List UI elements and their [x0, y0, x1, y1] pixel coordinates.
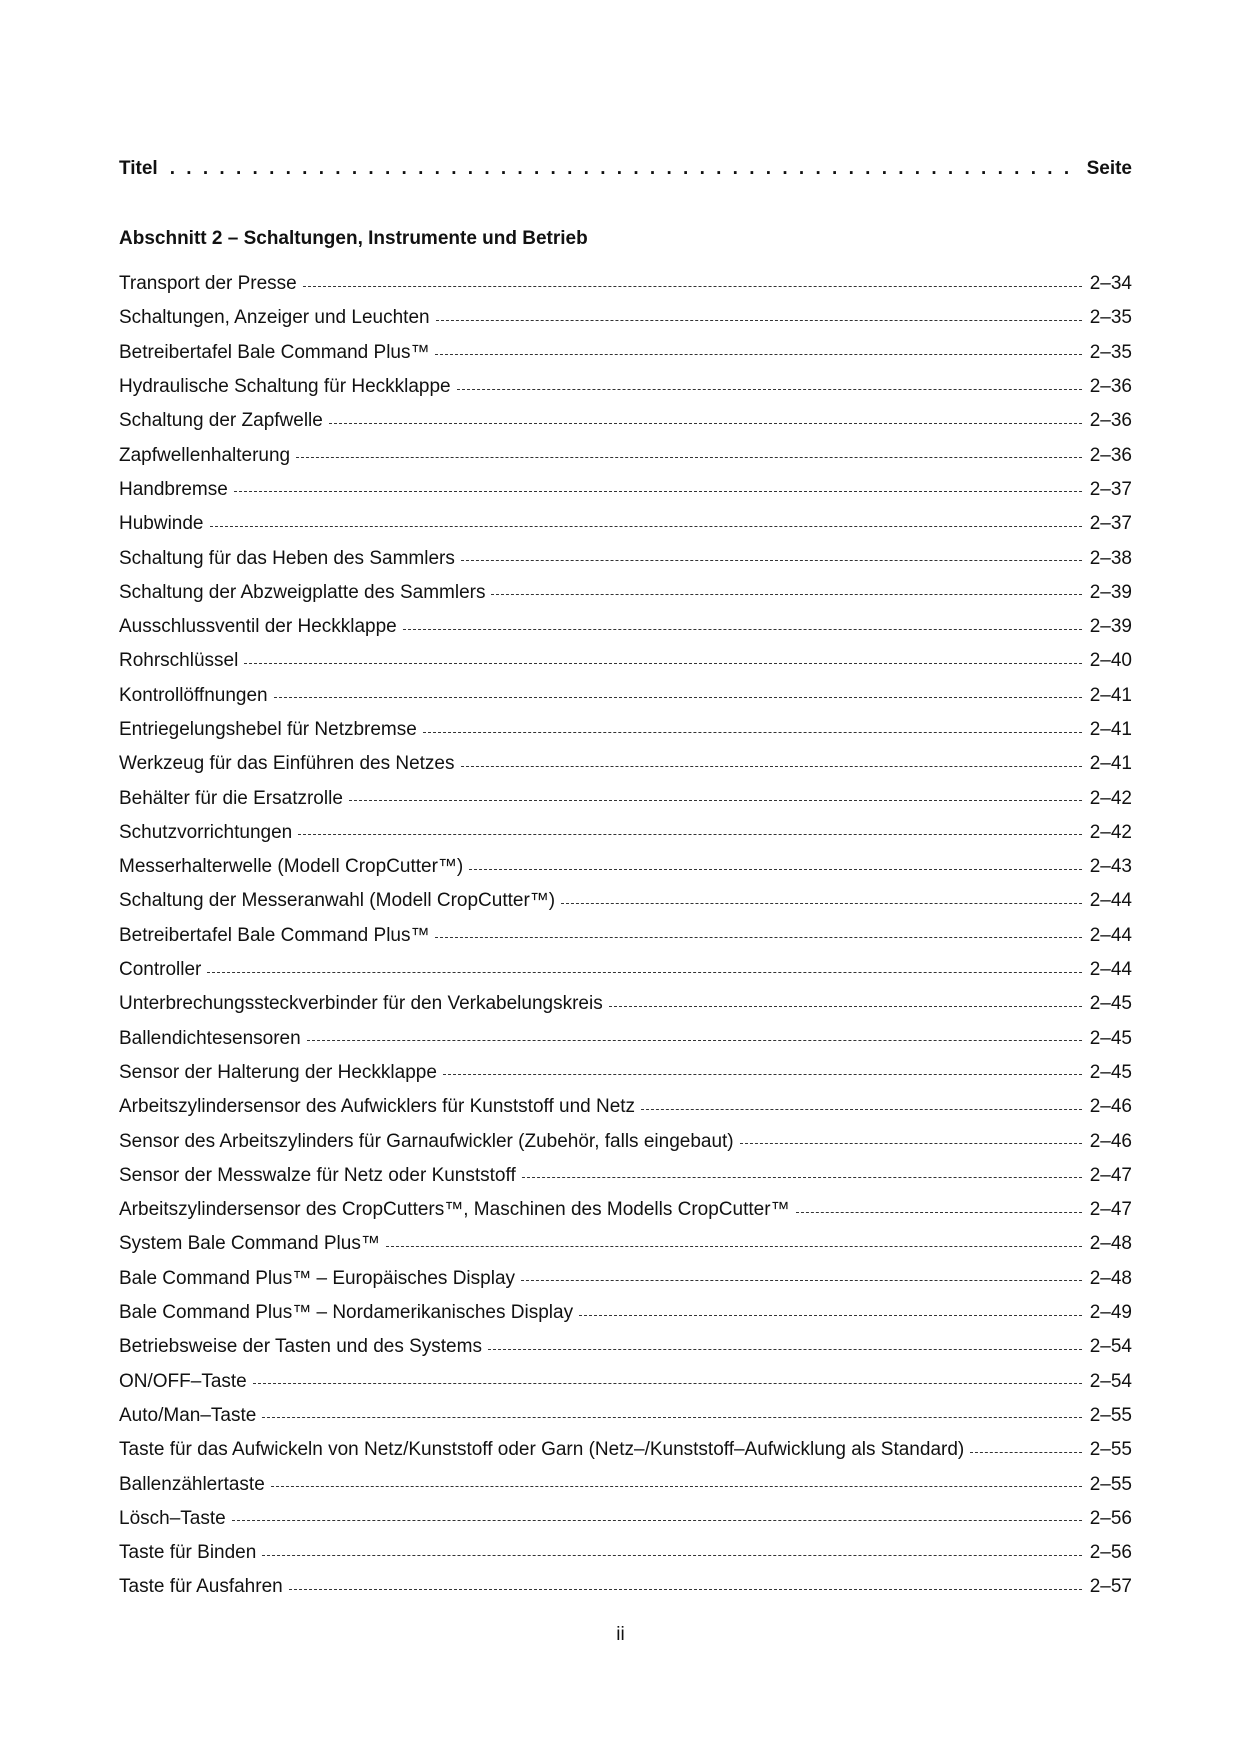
toc-header-row — [119, 158, 1132, 180]
toc-entry-page: 2–39 — [1089, 616, 1132, 638]
toc-entry-title: Messerhalterwelle (Modell CropCutter™) — [119, 856, 464, 878]
toc-entry-title: Rohrschlüssel — [119, 650, 239, 672]
dash-leader — [522, 1177, 1082, 1178]
toc-entry-title: Transport der Presse — [119, 273, 297, 295]
dash-leader — [521, 1280, 1082, 1281]
dash-leader — [488, 1349, 1082, 1350]
toc-entry — [119, 781, 1132, 815]
toc-entry — [119, 1262, 1132, 1296]
toc-entry-page: 2–55 — [1089, 1473, 1132, 1495]
dash-leader — [469, 869, 1082, 870]
dash-leader — [307, 1040, 1082, 1041]
dash-leader — [234, 491, 1082, 492]
toc-entry-title: Bale Command Plus™ – Europäisches Display — [119, 1267, 516, 1289]
toc-entry-page: 2–37 — [1089, 513, 1132, 535]
toc-entry-page: 2–45 — [1089, 1027, 1132, 1049]
toc-entry — [119, 541, 1132, 575]
toc-entry-page: 2–42 — [1089, 821, 1132, 843]
toc-entry-page: 2–41 — [1089, 684, 1132, 706]
toc-entry-title: Arbeitszylindersensor des CropCutters™, Maschinen des Modells CropCutter™ — [119, 1199, 790, 1221]
toc-entry — [119, 1227, 1132, 1261]
dash-leader — [436, 320, 1082, 321]
toc-entry — [119, 1124, 1132, 1158]
toc-entry — [119, 987, 1132, 1021]
dash-leader — [491, 594, 1081, 595]
toc-entry — [119, 953, 1132, 987]
dash-leader — [232, 1520, 1082, 1521]
toc-entry — [119, 644, 1132, 678]
toc-entry-title: Hubwinde — [119, 513, 204, 535]
toc-entry-title: Lösch–Taste — [119, 1507, 226, 1529]
toc-entry — [119, 610, 1132, 644]
dash-leader — [423, 732, 1082, 733]
toc-entry-page: 2–56 — [1089, 1542, 1132, 1564]
toc-entry-page: 2–54 — [1089, 1370, 1132, 1392]
toc-entry-page: 2–41 — [1089, 753, 1132, 775]
toc-entry — [119, 1330, 1132, 1364]
toc-entry — [119, 1296, 1132, 1330]
toc-entry-page: 2–36 — [1089, 376, 1132, 398]
toc-entry-page: 2–47 — [1089, 1164, 1132, 1186]
toc-entry-page: 2–36 — [1089, 444, 1132, 466]
toc-entry-title: Ballendichtesensoren — [119, 1027, 301, 1049]
toc-entry-title: Betreibertafel Bale Command Plus™ — [119, 341, 430, 363]
dash-leader — [289, 1589, 1082, 1590]
toc-entry — [119, 1399, 1132, 1433]
toc-entry-page: 2–41 — [1089, 719, 1132, 740]
dash-leader — [386, 1246, 1082, 1247]
dash-leader — [298, 834, 1082, 835]
toc-entry-page: 2–56 — [1089, 1507, 1132, 1529]
toc-entry-title: Taste für Binden — [119, 1542, 257, 1564]
toc-entry-page: 2–48 — [1089, 1267, 1132, 1289]
toc-entry — [119, 1056, 1132, 1090]
toc-entry-title: Ausschlussventil der Heckklappe — [119, 616, 397, 638]
toc-entry-page: 2–46 — [1089, 1096, 1132, 1118]
toc-entry-title: Betreibertafel Bale Command Plus™ — [119, 924, 430, 946]
dash-leader — [443, 1074, 1082, 1075]
toc-entry-title: Ballenzählertaste — [119, 1473, 265, 1495]
toc-entry — [119, 850, 1132, 884]
toc-entry — [119, 679, 1132, 713]
toc-entry — [119, 747, 1132, 781]
toc-entry-title: Arbeitszylindersensor des Aufwicklers für Kunststoff und Netz — [119, 1096, 636, 1118]
dash-leader — [262, 1417, 1081, 1418]
dash-leader — [207, 972, 1081, 973]
toc-entry — [119, 370, 1132, 404]
page-column-label: Seite — [1086, 158, 1132, 179]
toc-entry — [119, 1570, 1132, 1604]
dash-leader — [349, 800, 1082, 801]
toc-entry-page: 2–44 — [1089, 890, 1132, 912]
toc-entry-title: Taste für das Aufwickeln von Netz/Kunststoff oder Garn (Netz–/Kunststoff–Aufwicklung als Standard) — [119, 1439, 965, 1461]
toc-entry-page: 2–45 — [1089, 993, 1132, 1015]
toc-entry-title: Werkzeug für das Einführen des Netzes — [119, 753, 455, 775]
toc-entry-page: 2–47 — [1089, 1199, 1132, 1221]
toc-entry-page: 2–42 — [1089, 787, 1132, 809]
toc-entry — [119, 576, 1132, 610]
toc-entry — [119, 473, 1132, 507]
toc-entry-page: 2–35 — [1089, 341, 1132, 363]
dash-leader — [609, 1006, 1082, 1007]
toc-entry — [119, 1502, 1132, 1536]
toc-entry — [119, 1090, 1132, 1124]
toc-entry — [119, 1159, 1132, 1193]
toc-entry — [119, 1022, 1132, 1056]
toc-entry-title: Unterbrechungssteckverbinder für den Verkabelungskreis — [119, 993, 603, 1015]
dash-leader — [461, 766, 1082, 767]
dash-leader — [253, 1383, 1082, 1384]
toc-entry-page: 2–46 — [1089, 1130, 1132, 1152]
toc-entry-page: 2–39 — [1089, 581, 1132, 603]
toc-entry — [119, 713, 1132, 747]
toc-entry — [119, 816, 1132, 850]
toc-entry-page: 2–37 — [1089, 478, 1132, 500]
dash-leader — [740, 1143, 1082, 1144]
header-dot-leader — [170, 158, 1075, 180]
title-column-label: Titel — [119, 158, 158, 179]
toc-entry-page: 2–45 — [1089, 1061, 1132, 1083]
toc-entry-page: 2–35 — [1089, 307, 1132, 329]
toc-entry-page: 2–48 — [1089, 1233, 1132, 1255]
toc-entry-page: 2–43 — [1089, 856, 1132, 878]
dash-leader — [579, 1315, 1082, 1316]
toc-entry — [119, 507, 1132, 541]
toc-entry — [119, 1193, 1132, 1227]
dash-leader — [210, 526, 1082, 527]
toc-entry-page: 2–34 — [1089, 273, 1132, 295]
toc-entry-page: 2–40 — [1089, 650, 1132, 672]
toc-entry-page: 2–44 — [1089, 959, 1132, 981]
dash-leader — [403, 629, 1082, 630]
page-number: ii — [616, 1624, 625, 1645]
toc-entry — [119, 404, 1132, 438]
toc-entry-title: ON/OFF–Taste — [119, 1370, 247, 1392]
toc-entry-page: 2–36 — [1089, 410, 1132, 432]
dash-leader — [457, 389, 1082, 390]
toc-entry — [119, 884, 1132, 918]
toc-entry-page: 2–57 — [1089, 1576, 1132, 1598]
toc-entry — [119, 336, 1132, 370]
toc-entry-title: Betriebsweise der Tasten und des Systems — [119, 1336, 482, 1358]
toc-entry-page: 2–55 — [1089, 1404, 1132, 1426]
dash-leader — [435, 937, 1081, 938]
toc-entry-list — [119, 267, 1132, 1605]
dash-leader — [271, 1486, 1082, 1487]
toc-entry-title: Controller — [119, 959, 202, 981]
toc-entry-title: Bale Command Plus™ – Nordamerikanisches Display — [119, 1302, 574, 1324]
toc-entry-title: Behälter für die Ersatzrolle — [119, 787, 343, 809]
toc-entry — [119, 1536, 1132, 1570]
toc-entry-page: 2–44 — [1089, 924, 1132, 946]
dash-leader — [303, 286, 1082, 287]
dash-leader — [641, 1109, 1082, 1110]
toc-entry-title: Schaltung der Abzweigplatte des Sammlers — [119, 581, 486, 603]
dash-leader — [796, 1212, 1082, 1213]
dash-leader — [244, 663, 1081, 664]
toc-entry — [119, 267, 1132, 301]
toc-entry-page: 2–38 — [1089, 547, 1132, 569]
toc-entry-title: Hydraulische Schaltung für Heckklappe — [119, 376, 451, 398]
dash-leader — [329, 423, 1082, 424]
toc-entry-title: Schaltung für das Heben des Sammlers — [119, 547, 455, 569]
toc-entry-page: 2–49 — [1089, 1302, 1132, 1324]
toc-entry-title: Zapfwellenhalterung — [119, 444, 291, 466]
dash-leader — [435, 354, 1081, 355]
toc-entry-title: Auto/Man–Taste — [119, 1404, 257, 1426]
toc-entry — [119, 438, 1132, 472]
toc-entry-title: Taste für Ausfahren — [119, 1576, 283, 1598]
toc-entry-title: Schaltung der Zapfwelle — [119, 410, 323, 432]
dash-leader — [970, 1452, 1081, 1453]
dash-leader — [461, 560, 1082, 561]
dash-leader — [262, 1555, 1081, 1556]
toc-entry-title: Sensor des Arbeitszylinders für Garnaufwickler (Zubehör, falls eingebaut) — [119, 1130, 734, 1152]
toc-entry-title: Schutzvorrichtungen — [119, 821, 293, 843]
toc-entry-title: Sensor der Messwalze für Netz oder Kunststoff — [119, 1164, 516, 1186]
toc-entry — [119, 301, 1132, 335]
dash-leader — [296, 457, 1082, 458]
section-heading: Abschnitt 2 – Schaltungen, Instrumente und Betrieb — [119, 228, 588, 249]
toc-entry-title: Entriegelungshebel für Netzbremse — [119, 719, 417, 740]
toc-entry — [119, 1365, 1132, 1399]
toc-entry-title: Schaltung der Messeranwahl (Modell CropCutter™) — [119, 890, 556, 912]
toc-entry-title: Handbremse — [119, 478, 228, 500]
toc-entry — [119, 1467, 1132, 1501]
toc-entry-title: System Bale Command Plus™ — [119, 1233, 380, 1255]
toc-entry-title: Schaltungen, Anzeiger und Leuchten — [119, 307, 430, 329]
toc-entry-title: Sensor der Halterung der Heckklappe — [119, 1061, 437, 1083]
toc-entry — [119, 1433, 1132, 1467]
dash-leader — [561, 903, 1082, 904]
toc-entry-page: 2–54 — [1089, 1336, 1132, 1358]
toc-entry-title: Kontrollöffnungen — [119, 684, 268, 706]
toc-entry-page: 2–55 — [1089, 1439, 1132, 1461]
dash-leader — [274, 697, 1082, 698]
toc-entry — [119, 919, 1132, 953]
